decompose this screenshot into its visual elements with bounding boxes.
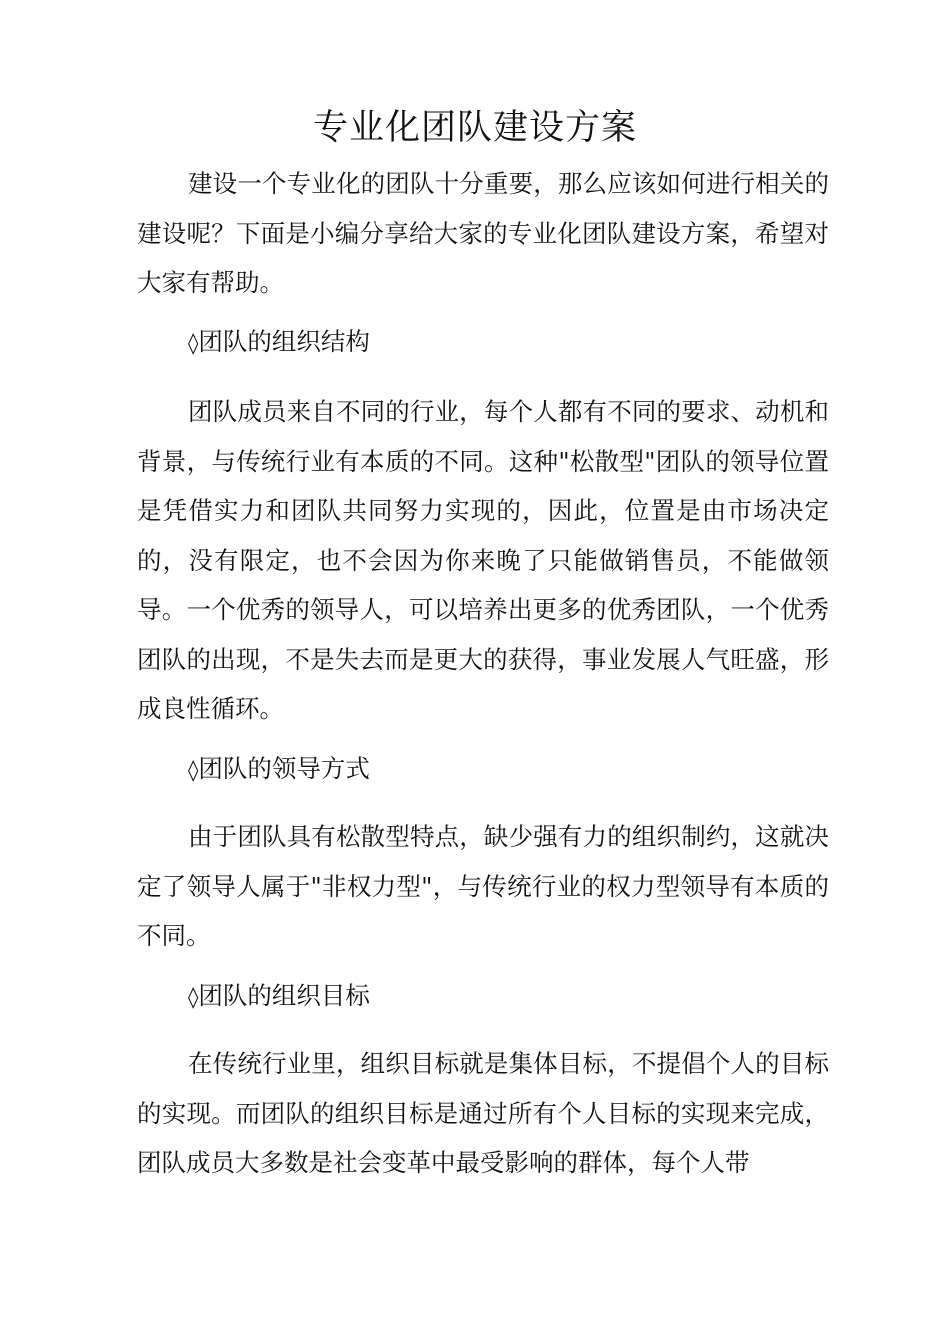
section-body-organization-structure: 团队成员来自不同的行业，每个人都有不同的要求、动机和背景，与传统行业有本质的不同。这种"松散型"团队的领导位置是凭借实力和团队共同努力实现的，因此，位置是由市场决定的，没有限定，也不会因为你来晚了只能做销售员，不能做领导。一个优秀的领导人，可以培养出更多的优秀团队，一个优秀团队的出现，不是失去而是更大的获得，事业发展人气旺盛，形成良性循环。 <box>137 397 829 723</box>
document-title: 专业化团队建设方案 <box>312 108 637 148</box>
section-heading-text: 团队的组织结构 <box>198 327 370 356</box>
section-heading-organization-goal <box>188 971 788 1023</box>
section-body-organization-goal: 在传统行业里，组织目标就是集体目标，不提倡个人的目标的实现。而团队的组织目标是通过所有个人目标的实现来完成，团队成员大多数是社会变革中最受影响的群体，每个人带 <box>137 1049 829 1177</box>
section-heading-text: 团队的领导方式 <box>198 754 370 783</box>
section-heading-leadership-style <box>188 744 788 796</box>
diamond-bullet-icon: ◊ <box>188 758 199 782</box>
diamond-bullet-icon: ◊ <box>188 985 199 1009</box>
intro-paragraph: 建设一个专业化的团队十分重要，那么应该如何进行相关的建设呢？下面是小编分享给大家的专业化团队建设方案，希望对大家有帮助。 <box>137 169 829 297</box>
section-body-leadership-style: 由于团队具有松散型特点，缺少强有力的组织制约，这就决定了领导人属于"非权力型"，与传统行业的权力型领导有本质的不同。 <box>137 822 829 950</box>
diamond-bullet-icon: ◊ <box>188 331 199 355</box>
section-heading-organization-structure <box>188 317 788 369</box>
section-heading-text: 团队的组织目标 <box>198 981 370 1010</box>
